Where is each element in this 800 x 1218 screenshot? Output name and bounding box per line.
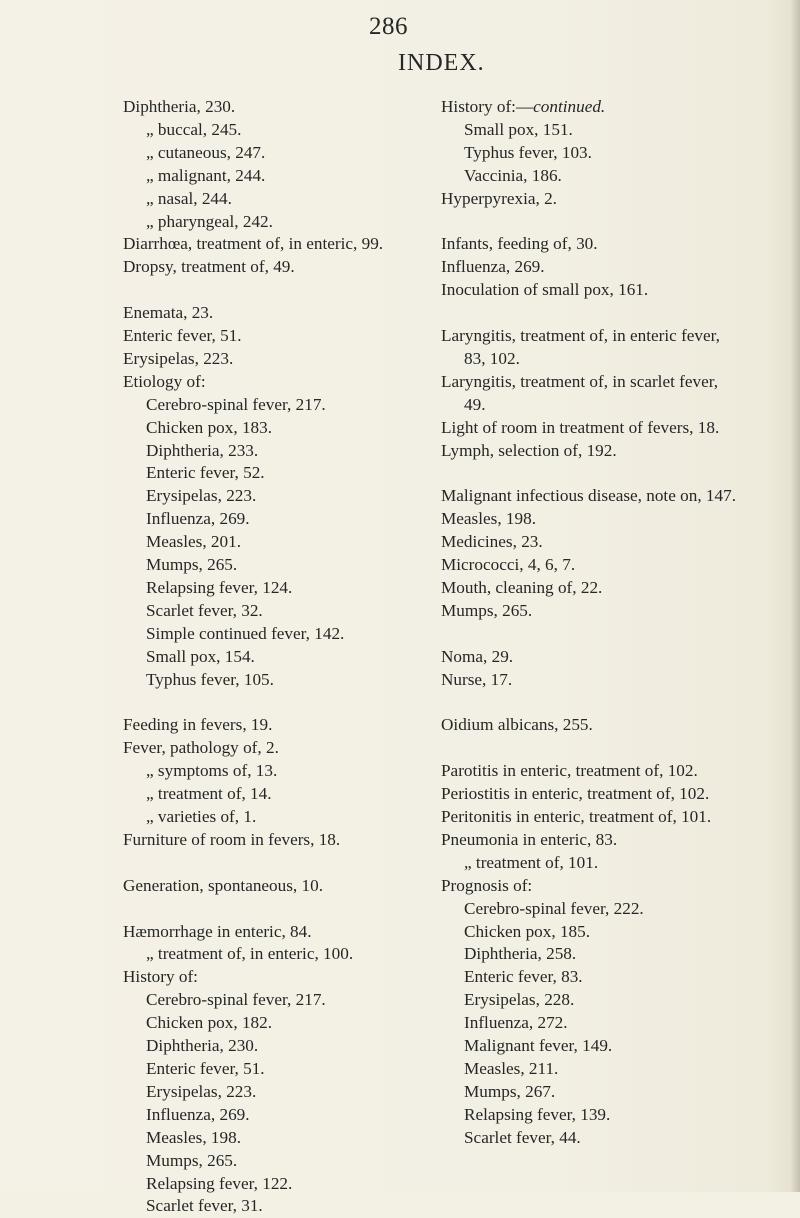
- index-entry: [441, 508, 741, 531]
- index-entry: [441, 921, 741, 944]
- index-entry-text: Pneumonia in enteric, 83.: [441, 829, 618, 849]
- index-entry-text: „ cutaneous, 247.: [146, 142, 266, 162]
- index-entry-text: Prognosis of:: [441, 875, 533, 895]
- index-entry: [123, 485, 423, 508]
- index-entry: [441, 1058, 741, 1081]
- index-entry-text: Lymph, selection of, 192.: [441, 440, 617, 460]
- index-entry: [123, 966, 423, 989]
- index-entry: [441, 760, 741, 783]
- index-entry: [123, 669, 423, 692]
- index-entry-text: Mumps, 267.: [464, 1081, 556, 1101]
- running-header: INDEX.: [398, 50, 485, 76]
- index-column-right: [441, 96, 741, 1150]
- index-entry: [441, 1104, 741, 1127]
- index-entry-text: Cerebro-spinal fever, 222.: [464, 898, 644, 918]
- index-entry-text: Parotitis in enteric, treatment of, 102.: [441, 761, 698, 781]
- index-entry: [123, 325, 423, 348]
- index-entry-italic-suffix: continued.: [533, 97, 606, 116]
- index-entry: [123, 1035, 423, 1058]
- index-entry-text: „ nasal, 244.: [146, 188, 232, 208]
- index-entry: [441, 577, 741, 600]
- index-entry: [441, 279, 741, 302]
- index-entry-text: Infants, feeding of, 30.: [441, 234, 598, 254]
- index-entry-text: History of:: [123, 967, 198, 987]
- index-entry: [123, 302, 423, 325]
- index-entry: [441, 1012, 741, 1035]
- index-entry: [441, 829, 741, 852]
- index-entry: [123, 760, 423, 783]
- page-edge-shadow: [790, 0, 800, 1192]
- index-entry-text: Feeding in fevers, 19.: [123, 715, 273, 735]
- index-entry: [441, 325, 741, 371]
- index-entry-text: Enteric fever, 83.: [464, 967, 583, 987]
- index-entry-text: „ malignant, 244.: [146, 165, 266, 185]
- index-entry: [441, 417, 741, 440]
- index-entry: [123, 554, 423, 577]
- index-entry: [123, 646, 423, 669]
- index-entry: [123, 1058, 423, 1081]
- index-entry-text: Cerebro-spinal fever, 217.: [146, 394, 326, 414]
- index-entry-text: Mouth, cleaning of, 22.: [441, 577, 603, 597]
- index-entry: [441, 531, 741, 554]
- index-entry-text: Inoculation of small pox, 161.: [441, 280, 649, 300]
- index-entry-text: Measles, 201.: [146, 532, 241, 552]
- index-entry-text: Measles, 211.: [464, 1058, 559, 1078]
- index-entry-text: Influenza, 269.: [441, 257, 545, 277]
- index-entry: [441, 898, 741, 921]
- index-entry: [123, 1012, 423, 1035]
- index-entry: [441, 600, 741, 623]
- index-entry-text: Mumps, 265.: [146, 1150, 238, 1170]
- index-entry-text: Measles, 198.: [441, 509, 536, 529]
- index-entry: [123, 508, 423, 531]
- index-entry: [123, 348, 423, 371]
- index-entry: [123, 142, 423, 165]
- index-entry-text: Measles, 198.: [146, 1127, 241, 1147]
- index-entry-text: Typhus fever, 105.: [146, 669, 274, 689]
- index-entry-text: Hyperpyrexia, 2.: [441, 188, 557, 208]
- index-entry: [123, 211, 423, 234]
- index-entry-text: Enteric fever, 51.: [123, 326, 242, 346]
- index-entry: [123, 943, 423, 966]
- index-entry-text: Chicken pox, 182.: [146, 1013, 273, 1033]
- index-entry-text: Peritonitis in enteric, treatment of, 101.: [441, 807, 712, 826]
- index-entry: [123, 188, 423, 211]
- index-entry-text: Typhus fever, 103.: [464, 142, 592, 162]
- index-entry-text: Mumps, 265.: [146, 555, 238, 575]
- index-entry-text: Diphtheria, 230.: [123, 97, 236, 116]
- index-entry: [441, 669, 741, 692]
- index-entry: [441, 875, 741, 898]
- index-entry: [123, 1081, 423, 1104]
- index-entry: [441, 554, 741, 577]
- index-entry-text: Scarlet fever, 31.: [146, 1196, 263, 1216]
- index-entry-text: „ varieties of, 1.: [146, 807, 257, 827]
- index-entry-text: Diarrhœa, treatment of, in enteric, 99.: [123, 234, 384, 254]
- index-entry: [441, 966, 741, 989]
- index-entry: [123, 256, 423, 279]
- index-entry: [441, 165, 741, 188]
- index-entry: [441, 142, 741, 165]
- index-entry-text: Diphtheria, 258.: [464, 944, 577, 964]
- index-entry-text: Small pox, 151.: [464, 119, 573, 139]
- index-entry: [123, 440, 423, 463]
- index-entry-text: Diphtheria, 233.: [146, 440, 259, 460]
- index-entry: [123, 806, 423, 829]
- index-entry-text: Oidium albicans, 255.: [441, 715, 593, 735]
- index-entry: [441, 188, 741, 211]
- index-entry-text: Enteric fever, 51.: [146, 1059, 265, 1078]
- index-entry-text: Light of room in treatment of fevers, 18.: [441, 417, 720, 437]
- index-entry: [123, 875, 423, 898]
- index-entry-text: „ treatment of, 14.: [146, 784, 272, 804]
- index-entry-text: Etiology of:: [123, 371, 206, 391]
- index-entry: [441, 783, 741, 806]
- index-entry: [123, 119, 423, 142]
- index-entry-text: Scarlet fever, 44.: [464, 1127, 581, 1147]
- index-entry-text: „ treatment of, 101.: [464, 852, 599, 872]
- index-entry: [123, 165, 423, 188]
- index-entry: [123, 623, 423, 646]
- index-entry-text: Noma, 29.: [441, 646, 514, 666]
- index-entry: [123, 714, 423, 737]
- index-entry-text: Scarlet fever, 32.: [146, 600, 263, 620]
- index-entry-text: Influenza, 269.: [146, 509, 250, 529]
- index-entry-text: Relapsing fever, 122.: [146, 1173, 293, 1193]
- index-entry: [123, 1150, 423, 1173]
- index-entry: [441, 485, 741, 508]
- index-entry-text: Mumps, 265.: [441, 600, 533, 620]
- index-entry: [441, 646, 741, 669]
- index-entry-text: Furniture of room in fevers, 18.: [123, 829, 341, 849]
- index-entry-text: Vaccinia, 186.: [464, 165, 562, 185]
- index-entry-text: Micrococci, 4, 6, 7.: [441, 555, 576, 575]
- index-entry-text: Erysipelas, 223.: [146, 1081, 257, 1101]
- index-entry: [441, 371, 741, 417]
- index-entry-text: Medicines, 23.: [441, 532, 543, 552]
- index-entry-text: Erysipelas, 223.: [146, 486, 257, 506]
- index-entry-text: Chicken pox, 183.: [146, 417, 273, 437]
- index-entry: [123, 233, 423, 256]
- index-entry: [123, 577, 423, 600]
- index-entry-text: Erysipelas, 223.: [123, 348, 234, 368]
- index-entry: [123, 1173, 423, 1196]
- index-entry-text: „ pharyngeal, 242.: [146, 211, 273, 231]
- index-entry-text: Chicken pox, 185.: [464, 921, 591, 941]
- index-entry: [123, 737, 423, 760]
- index-entry-text: Simple continued fever, 142.: [146, 623, 345, 643]
- index-entry-text: „ treatment of, in enteric, 100.: [146, 944, 354, 964]
- index-entry-text: Influenza, 272.: [464, 1013, 568, 1033]
- index-entry: [123, 531, 423, 554]
- index-entry: [441, 440, 741, 463]
- index-entry: [441, 1081, 741, 1104]
- index-entry: [441, 852, 741, 875]
- page-number: 286: [369, 13, 408, 40]
- index-entry: [441, 119, 741, 142]
- index-entry-text: Laryngitis, treatment of, in enteric fever, 83, 102.: [441, 326, 720, 368]
- index-entry: [123, 1104, 423, 1127]
- index-entry-text: History of:—: [441, 97, 534, 116]
- index-entry: [123, 989, 423, 1012]
- index-entry: [123, 829, 423, 852]
- index-column-left: [123, 96, 423, 1218]
- index-entry: [441, 256, 741, 279]
- index-entry-text: Influenza, 269.: [146, 1104, 250, 1124]
- index-entry: [123, 394, 423, 417]
- index-entry-text: „ buccal, 245.: [146, 119, 242, 139]
- index-entry-text: Erysipelas, 228.: [464, 990, 575, 1010]
- index-entry: [123, 371, 423, 394]
- index-entry-text: Small pox, 154.: [146, 646, 255, 666]
- index-entry: [123, 96, 423, 119]
- index-entry-text: Relapsing fever, 139.: [464, 1104, 611, 1124]
- index-entry-text: Fever, pathology of, 2.: [123, 738, 279, 758]
- index-entry-text: Enemata, 23.: [123, 303, 214, 323]
- index-entry: [441, 1035, 741, 1058]
- index-entry-text: Diphtheria, 230.: [146, 1036, 259, 1056]
- index-entry: [441, 714, 741, 737]
- index-entry-text: Relapsing fever, 124.: [146, 578, 293, 598]
- index-entry: [123, 417, 423, 440]
- index-entry: [123, 783, 423, 806]
- index-entry: [441, 96, 741, 119]
- index-entry-text: „ symptoms of, 13.: [146, 761, 278, 781]
- index-entry: [123, 1195, 423, 1218]
- index-entry: [441, 1127, 741, 1150]
- index-entry-text: Dropsy, treatment of, 49.: [123, 257, 295, 277]
- index-entry-text: Laryngitis, treatment of, in scarlet fever, 49.: [441, 371, 719, 414]
- index-entry: [123, 462, 423, 485]
- index-entry: [123, 921, 423, 944]
- index-entry: [441, 943, 741, 966]
- index-entry-text: Nurse, 17.: [441, 669, 513, 689]
- index-entry: [441, 233, 741, 256]
- index-entry-text: Malignant infectious disease, note on, 147.: [441, 486, 736, 506]
- index-entry-text: Generation, spontaneous, 10.: [123, 875, 323, 895]
- index-entry: [441, 806, 741, 829]
- index-entry: [123, 600, 423, 623]
- index-entry-text: Periostitis in enteric, treatment of, 102.: [441, 784, 710, 804]
- index-entry: [123, 1127, 423, 1150]
- index-entry-text: Malignant fever, 149.: [464, 1036, 613, 1056]
- index-entry-text: Cerebro-spinal fever, 217.: [146, 990, 326, 1010]
- index-entry-text: Hæmorrhage in enteric, 84.: [123, 921, 312, 941]
- index-entry-text: Enteric fever, 52.: [146, 463, 265, 483]
- index-entry: [441, 989, 741, 1012]
